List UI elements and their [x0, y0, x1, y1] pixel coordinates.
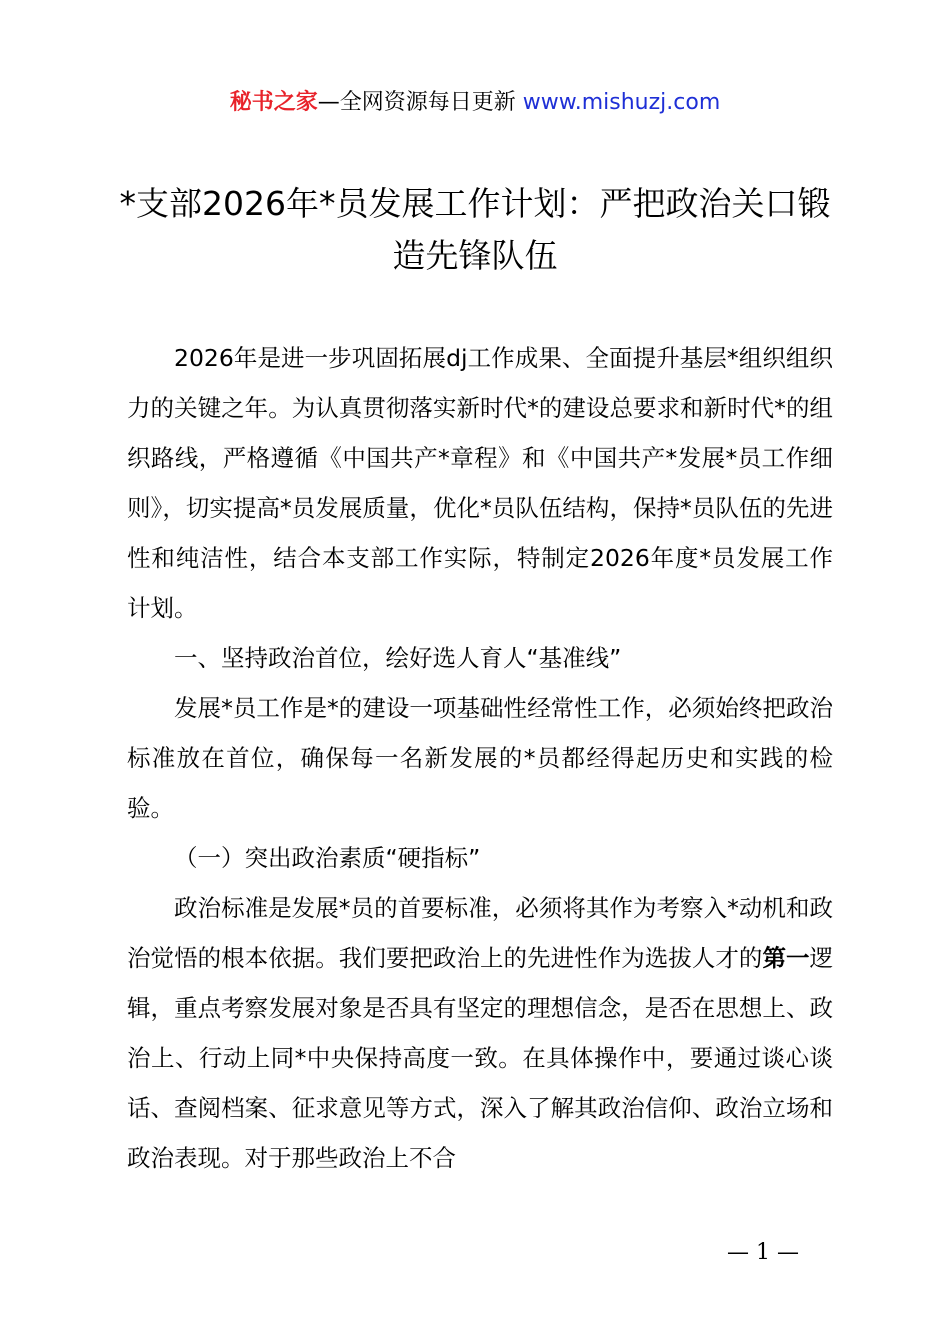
- subsection-heading-1: （一）突出政治素质“硬指标”: [174, 844, 481, 872]
- document-title: *支部2026年*员发展工作计划：严把政治关口锻造先锋队伍: [119, 184, 831, 275]
- site-url-link[interactable]: www.mishuzj.com: [522, 90, 721, 115]
- page-number: — 1 —: [727, 1240, 799, 1265]
- paragraph-intro: 2026年是进一步巩固拓展dj工作成果、全面提升基层*组织组织力的关键之年。为认真贯彻落实新时代*的建设总要求和新时代*的组织路线，严格遵循《中国共产*章程》和《中国共产*发展*员工作细则》，切实提高*员发展质量，优化*员队伍结构，保持*员队伍的先进性和纯洁性，结合本支部工作实际，特制定2026年度*员发展工作计划。: [127, 344, 833, 622]
- paragraph-text-part: 政治标准是发展*员的首要标准，必须将其作为考察入*动机和政治觉悟的根本依据。我们要把政治上的先进性作为选拔人才的: [127, 894, 833, 972]
- paragraph-subsection-1: [127, 883, 833, 1183]
- document-body: [127, 333, 833, 1183]
- paragraph-text-part: 逻辑，重点考察发展对象是否具有坚定的理想信念，是否在思想上、政治上、行动上同*中央保持高度一致。在具体操作中，要通过谈心谈话、查阅档案、征求意见等方式，深入了解其政治信仰、政治立场和政治表现。对于那些政治上不合: [127, 944, 834, 1172]
- paragraph-section-1: 发展*员工作是*的建设一项基础性经常性工作，必须始终把政治标准放在首位，确保每一名新发展的*员都经得起历史和实践的检验。: [127, 694, 833, 822]
- section-heading-1: 一、坚持政治首位，绘好选人育人“基准线”: [174, 644, 622, 672]
- header-tagline: —全网资源每日更新: [317, 90, 523, 115]
- bold-emphasis: 第一: [762, 944, 810, 972]
- brand-name: 秘书之家: [229, 90, 318, 115]
- site-header: [0, 88, 950, 118]
